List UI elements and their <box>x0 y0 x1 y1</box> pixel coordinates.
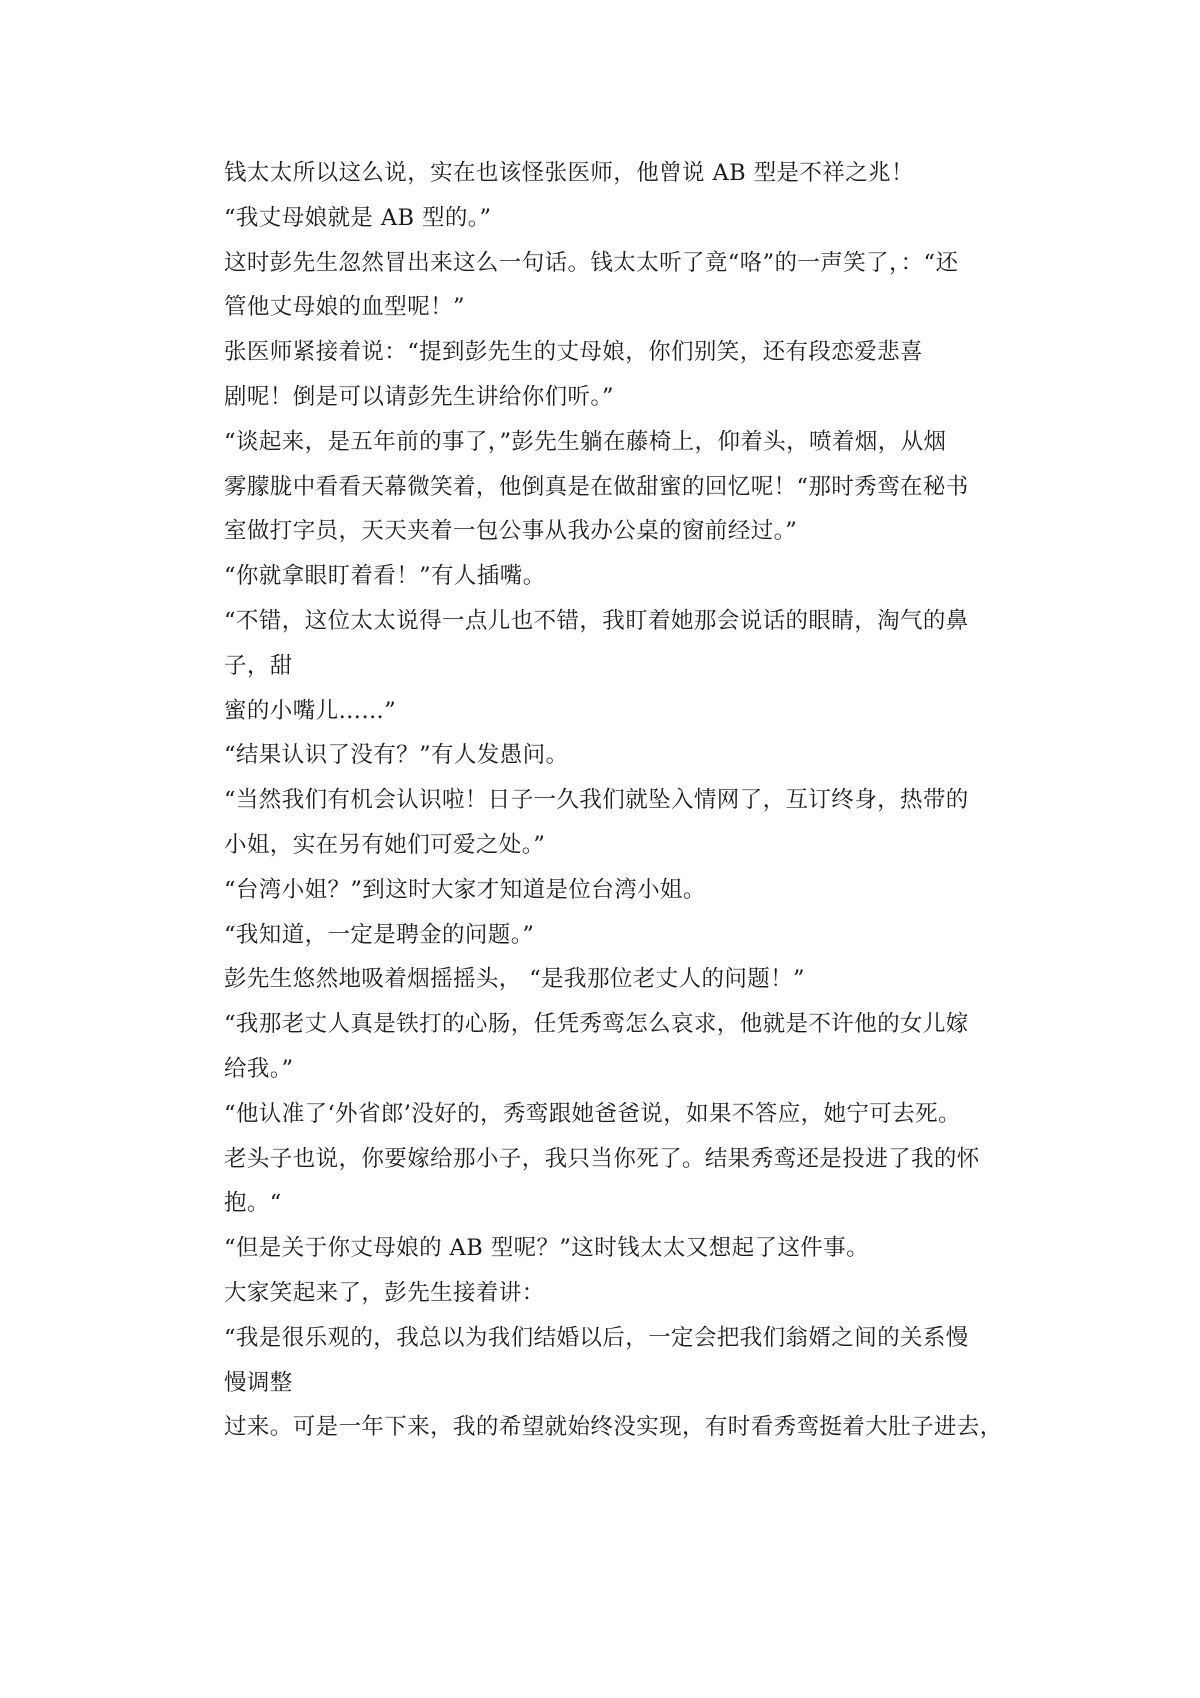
text-line: 给我。” <box>224 1055 294 1082</box>
text-line: “我那老丈人真是铁打的心肠，任凭秀鸾怎么哀求，他就是不许他的女儿嫁 <box>224 1011 969 1038</box>
text-line: 小姐，实在另有她们可爱之处。” <box>224 831 546 858</box>
text-line: “当然我们有机会认识啦！日子一久我们就坠入情网了，互订终身，热带的 <box>224 787 969 814</box>
text-line: “你就拿眼盯着看！”有人插嘴。 <box>224 563 546 590</box>
text-line: 老头子也说，你要嫁给那小子，我只当你死了。结果秀鸾还是投进了我的怀 <box>224 1145 980 1172</box>
text-line: 慢调整 <box>224 1369 293 1396</box>
text-line: 剧呢！倒是可以请彭先生讲给你们听。” <box>224 383 614 410</box>
text-line: “我丈母娘就是 AB 型的。” <box>224 204 492 231</box>
text-line: “我是很乐观的，我总以为我们结婚以后，一定会把我们翁婿之间的关系慢 <box>224 1324 969 1351</box>
text-line: “台湾小姐？”到这时大家才知道是位台湾小姐。 <box>224 876 706 903</box>
text-line: “谈起来，是五年前的事了，”彭先生躺在藤椅上，仰着头，喷着烟，从烟 <box>224 428 947 455</box>
text-line: 抱。“ <box>224 1190 282 1217</box>
text-line: 子，甜 <box>224 652 293 679</box>
text-line: 大家笑起来了，彭先生接着讲： <box>224 1279 545 1306</box>
text-line: 彭先生悠然地吸着烟摇摇头， “是我那位老丈人的问题！” <box>224 966 805 993</box>
text-line: 室做打字员，天天夹着一包公事从我办公桌的窗前经过。” <box>224 518 798 545</box>
text-line: “结果认识了没有？”有人发愚问。 <box>224 742 569 769</box>
text-line: 钱太太所以这么说，实在也该怪张医师，他曾说 AB 型是不祥之兆！ <box>224 160 914 186</box>
text-line: 过来。可是一年下来，我的希望就始终没实现，有时看秀鸾挺着大肚子进去， <box>224 1414 1003 1441</box>
text-line: 张医师紧接着说：“提到彭先生的丈母娘，你们别笑，还有段恋爱悲喜 <box>224 339 923 366</box>
text-line: 这时彭先生忽然冒出来这么一句话。钱太太听了竟“咯”的一声笑了，：“还 <box>224 249 959 276</box>
document-body <box>224 151 1024 1450</box>
text-line: 蜜的小嘴儿……” <box>224 697 397 724</box>
text-line: 管他丈母娘的血型呢！” <box>224 294 465 321</box>
text-line: “我知道，一定是聘金的问题。” <box>224 921 535 948</box>
text-line: “但是关于你丈母娘的 AB 型呢？”这时钱太太又想起了这件事。 <box>224 1235 869 1262</box>
text-line: “不错，这位太太说得一点儿也不错，我盯着她那会说话的眼睛，淘气的鼻 <box>224 607 969 634</box>
text-line: 雾朦胧中看看天幕微笑着，他倒真是在做甜蜜的回忆呢！“那时秀鸾在秘书 <box>224 473 969 500</box>
text-line: “他认准了‘外省郎’没好的，秀鸾跟她爸爸说，如果不答应，她宁可去死。 <box>224 1100 961 1127</box>
